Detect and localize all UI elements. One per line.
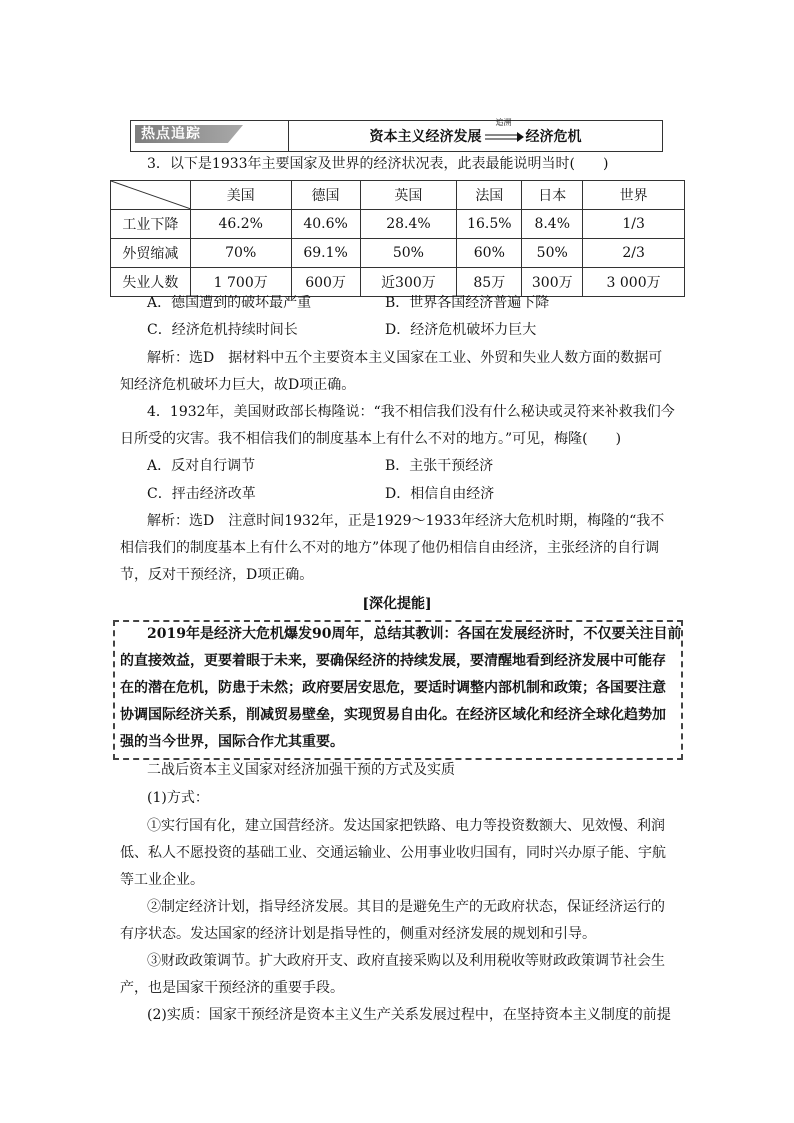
table-cell: 600万 — [291, 268, 360, 297]
section2-line: 有序状态。发达国家的经济计划是指导性的，侧重对经济发展的规划和引导。 — [120, 926, 596, 942]
section2-line: 产，也是国家干预经济的重要手段。 — [120, 980, 344, 996]
table-cell: 近300万 — [360, 268, 457, 297]
topic-title-right: 经济危机 — [525, 129, 582, 145]
table-cell: 40.6% — [291, 210, 360, 239]
topic-header-box — [130, 120, 663, 152]
q4-option-a: A．反对自行调节 — [147, 458, 256, 474]
deepen-heading: [深化提能] — [362, 596, 432, 612]
table-cell: 300万 — [522, 268, 583, 297]
section2-line: ②制定经济计划，指导经济发展。其目的是避免生产的无政府状态，保证经济运行的 — [147, 899, 665, 915]
q4-option-b: B．主张干预经济 — [385, 458, 494, 474]
diagonal-line — [111, 181, 191, 209]
deepen-line: 在的潜在危机，防患于未然；政府要居安思危，要适时调整内部机制和政策；各国要注意 — [120, 680, 666, 696]
q4-option-c: C．抨击经济改革 — [147, 486, 256, 502]
economy-table — [110, 180, 685, 297]
q3-stem: 3．以下是1933年主要国家及世界的经济状况表，此表最能说明当时( ) — [147, 156, 609, 172]
topic-title-left: 资本主义经济发展 — [369, 129, 482, 145]
q3-analysis-line: 解析：选D 据材料中五个主要资本主义国家在工业、外贸和失业人数方面的数据可 — [147, 350, 663, 366]
table-cell: 3 000万 — [583, 268, 685, 297]
right-arrow-icon — [484, 132, 524, 142]
table-row — [111, 210, 685, 239]
table-header-cell: 德国 — [291, 181, 360, 210]
section2-line: 低、私人不愿投资的基础工业、交通运输业、公用事业收归国有，同时兴办原子能、宇航 — [120, 845, 666, 861]
section2-heading: 二战后资本主义国家对经济加强干预的方式及实质 — [147, 762, 455, 778]
q4-analysis-line: 相信我们的制度基本上有什么不对的地方”体现了他仍相信自由经济，主张经济的自行调 — [120, 540, 660, 556]
table-cell: 69.1% — [291, 239, 360, 268]
table-cell: 60% — [457, 239, 522, 268]
table-cell: 1 700万 — [190, 268, 291, 297]
q3-option-a: A．德国遭到的破坏最严重 — [147, 295, 312, 311]
trace-arrow-label: 追溯 — [495, 118, 512, 127]
section2-subheading: (1)方式： — [147, 790, 209, 806]
table-header-cell: 日本 — [522, 181, 583, 210]
table-row-label: 外贸缩减 — [111, 239, 191, 268]
q3-option-b: B．世界各国经济普遍下降 — [385, 295, 550, 311]
topic-tag-label: 热点追踪 — [141, 126, 201, 142]
table-cell: 2/3 — [583, 239, 685, 268]
table-row — [111, 239, 685, 268]
deepen-line: 协调国际经济关系，削减贸易壁垒，实现贸易自由化。在经济区域化和经济全球化趋势加 — [120, 707, 666, 723]
q3-option-d: D．经济危机破坏力巨大 — [385, 322, 537, 338]
table-header-row — [111, 181, 685, 210]
section2-line: 等工业企业。 — [120, 872, 204, 888]
trace-arrow — [484, 118, 524, 144]
q4-stem-line: 4．1932年，美国财政部长梅隆说：“我不相信我们没有什么秘诀或灵符来补救我们今 — [147, 404, 675, 420]
section2-line: ①实行国有化，建立国营经济。发达国家把铁路、电力等投资数额大、见效慢、利润 — [147, 818, 665, 834]
deepen-line: 强的当今世界，国际合作尤其重要。 — [120, 734, 344, 750]
table-header-cell: 世界 — [583, 181, 685, 210]
section2-line: (2)实质：国家干预经济是资本主义生产关系发展过程中，在坚持资本主义制度的前提 — [147, 1007, 671, 1023]
table-cell: 50% — [360, 239, 457, 268]
table-row-label: 失业人数 — [111, 268, 191, 297]
table-header-cell: 法国 — [457, 181, 522, 210]
topic-tag — [131, 121, 289, 151]
table-cell: 46.2% — [190, 210, 291, 239]
table-cell: 50% — [522, 239, 583, 268]
q3-analysis-line: 知经济危机破坏力巨大，故D项正确。 — [120, 377, 356, 393]
q4-stem-line: 日所受的灾害。我不相信我们的制度基本上有什么不对的地方。”可见，梅隆( ) — [120, 431, 622, 447]
section2-line: ③财政政策调节。扩大政府开支、政府直接采购以及利用税收等财政政策调节社会生 — [147, 953, 665, 969]
table-cell: 70% — [190, 239, 291, 268]
deepen-line: 的直接效益，更要着眼于未来，要确保经济的持续发展，要清醒地看到经济发展中可能存 — [120, 653, 666, 669]
table-header-cell: 英国 — [360, 181, 457, 210]
deepen-line: 2019年是经济大危机爆发90周年，总结其教训：各国在发展经济时，不仅要关注目前 — [147, 626, 682, 642]
table-corner-cell — [111, 181, 191, 210]
table-row-label: 工业下降 — [111, 210, 191, 239]
q4-analysis-line: 节，反对干预经济，D项正确。 — [120, 567, 314, 583]
q4-option-d: D．相信自由经济 — [385, 486, 495, 502]
table-cell: 1/3 — [583, 210, 685, 239]
q4-analysis-line: 解析：选D 注意时间1932年，正是1929～1933年经济大危机时期，梅隆的“我不 — [147, 513, 665, 529]
table-cell: 28.4% — [360, 210, 457, 239]
table-cell: 16.5% — [457, 210, 522, 239]
table-header-cell: 美国 — [190, 181, 291, 210]
table-cell: 85万 — [457, 268, 522, 297]
topic-title — [289, 118, 662, 151]
q3-option-c: C．经济危机持续时间长 — [147, 322, 298, 338]
table-cell: 8.4% — [522, 210, 583, 239]
